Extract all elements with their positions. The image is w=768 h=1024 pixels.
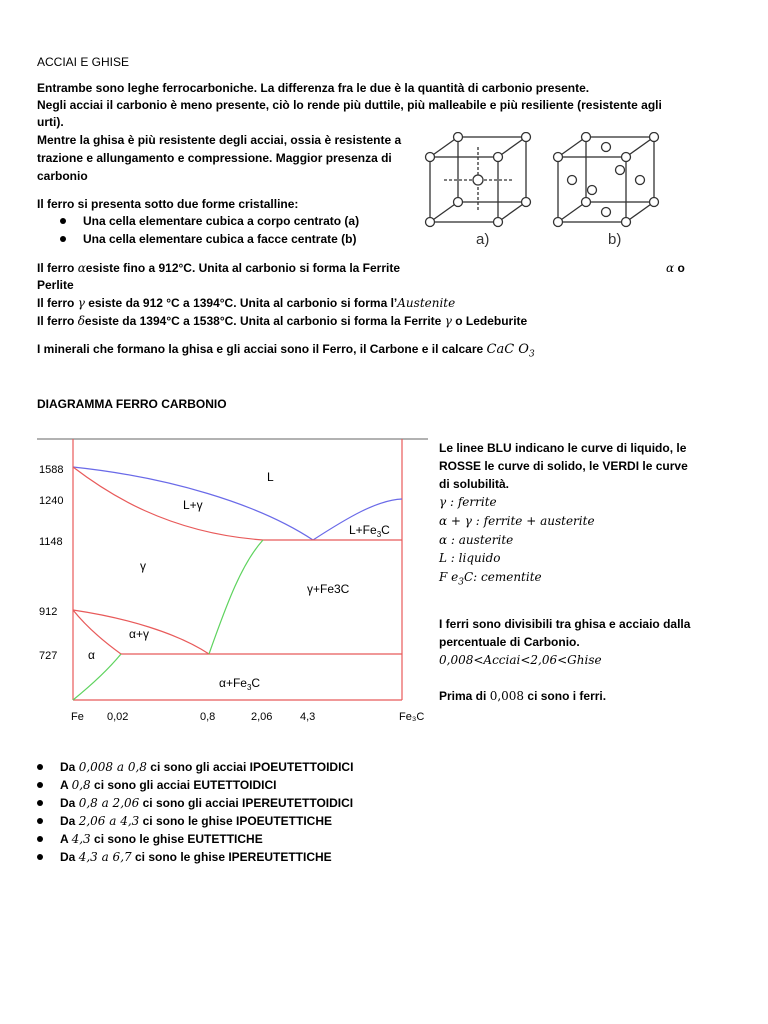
- crystal-form-b: Una cella elementare cubica a facce centrate (b): [83, 232, 357, 246]
- legend-line-1: Le linee BLU indicano le curve di liquido, le: [439, 441, 687, 455]
- gamma-symbol: γ: [444, 314, 452, 328]
- alpha-boundary-line: [73, 610, 121, 654]
- iron-gamma-line: [37, 296, 455, 310]
- region-gamma: γ: [140, 559, 146, 573]
- y-tick-912: 912: [39, 606, 58, 618]
- before-post: ci sono i ferri.: [527, 689, 607, 703]
- cell-a-label: a): [476, 231, 490, 248]
- x-tick-0-8: 0,8: [200, 711, 216, 723]
- bullet: [37, 764, 43, 770]
- bullet: [60, 218, 66, 224]
- caco3-formula: [486, 342, 535, 360]
- intro-line-6: carbonio: [37, 169, 88, 183]
- bullet: [37, 800, 43, 806]
- class-item-2: [60, 778, 277, 792]
- cementite-rest: C: cementite: [463, 570, 542, 584]
- class-math: 0,8 a 2,06: [78, 796, 140, 810]
- intro-line-3: urti).: [37, 115, 64, 129]
- minerals-text: I minerali che formano la ghisa e gli acciai sono il Ferro, il Carbone e il calcare: [37, 342, 484, 356]
- cementite-sub: 3: [458, 577, 464, 588]
- class-item-5: [60, 832, 263, 846]
- iron-gamma-pre: Il ferro: [37, 296, 75, 310]
- fcc-cell: [554, 133, 659, 227]
- x-tick-0-02: 0,02: [107, 711, 129, 723]
- legend-line-2: ROSSE le curve di solido, le VERDI le curve: [439, 459, 688, 473]
- region-l-fe3c-main: L+Fe: [349, 523, 377, 537]
- class-post: ci sono gli acciai EUTETTOIDICI: [94, 778, 277, 792]
- region-alpha-gamma: α+γ: [129, 627, 149, 641]
- before-ferri-line: [439, 689, 606, 703]
- class-math: 0,008 a 0,8: [78, 760, 147, 774]
- cementite-fe: F e: [439, 570, 459, 584]
- bullet: [37, 818, 43, 824]
- alpha-symbol: α: [666, 261, 675, 275]
- ferrite-solubility-curve: [73, 654, 121, 700]
- page-title: ACCIAI E GHISE: [37, 55, 130, 69]
- class-pre: A: [60, 832, 69, 846]
- legend-item-liquido: L : liquido: [439, 551, 501, 565]
- y-tick-727: 727: [39, 650, 58, 662]
- class-post: ci sono le ghise EUTETTICHE: [94, 832, 263, 846]
- region-gamma-fe3c: γ+Fe3C: [307, 582, 350, 596]
- class-pre: Da: [60, 796, 76, 810]
- intro-line-1: Entrambe sono leghe ferrocarboniche. La differenza fra le due è la quantità di carbonio presente.: [37, 81, 590, 95]
- region-alpha-fe3c-sub: 3: [246, 683, 252, 692]
- region-alpha-fe3c-end: C: [251, 676, 261, 690]
- minerals-line: [37, 342, 535, 362]
- x-tick-fe: Fe: [71, 711, 84, 723]
- iron-alpha-text: esiste fino a 912°C. Unita al carbonio si forma la Ferrite: [85, 261, 401, 275]
- class-post: ci sono le ghise IPEREUTETTICHE: [134, 850, 332, 864]
- legend-item-austerite: α : austerite: [439, 533, 514, 547]
- perlite-label: Perlite: [37, 278, 74, 292]
- class-pre: Da: [60, 850, 76, 864]
- gamma-symbol: γ: [77, 296, 85, 310]
- before-value: 0,008: [489, 689, 525, 703]
- class-math: 0,8: [71, 778, 91, 792]
- bullet: [37, 854, 43, 860]
- x-tick-fe3c: Fe₃C: [399, 711, 425, 723]
- iron-delta-pre: Il ferro: [37, 314, 75, 328]
- bullet: [60, 236, 66, 242]
- class-pre: A: [60, 778, 69, 792]
- iron-alpha-right: [666, 261, 685, 275]
- class-math: 4,3: [71, 832, 91, 846]
- class-post: ci sono gli acciai IPEREUTETTOIDICI: [142, 796, 354, 810]
- diagram-heading: DIAGRAMMA FERRO CARBONIO: [37, 397, 227, 411]
- intro-line-4: Mentre la ghisa è più resistente degli acciai, ossia è resistente a: [37, 133, 402, 147]
- region-l-fe3c-sub: 3: [376, 530, 382, 539]
- phase-diagram: [37, 433, 432, 728]
- iron-delta-text: esiste da 1394°C a 1538°C. Unita al carbonio si forma la Ferrite: [84, 314, 442, 328]
- region-alpha-fe3c-main: α+Fe: [219, 676, 247, 690]
- y-tick-1148: 1148: [39, 536, 63, 548]
- division-formula: 0,008<Acciai<2,06<Ghise: [439, 653, 602, 667]
- bcc-cell: [426, 133, 531, 227]
- region-alpha-fe3c: [219, 676, 260, 692]
- intro-line-5: trazione e allungamento e compressione. Maggior presenza di: [37, 151, 392, 165]
- class-math: 2,06 a 4,3: [78, 814, 140, 828]
- iron-delta-end: o Ledeburite: [455, 314, 528, 328]
- region-l-fe3c: [349, 523, 390, 539]
- division-line-1: I ferri sono divisibili tra ghisa e acciaio dalla: [439, 617, 691, 631]
- legend-item-cementite: [439, 570, 542, 589]
- class-item-3: [60, 796, 353, 810]
- class-post: ci sono gli acciai IPOEUTETTOIDICI: [150, 760, 354, 774]
- crystal-intro: Il ferro si presenta sotto due forme cristalline:: [37, 197, 299, 211]
- y-tick-1588: 1588: [39, 464, 64, 476]
- iron-alpha-right-text: o: [677, 261, 685, 275]
- alpha-symbol: α: [77, 261, 86, 275]
- iron-alpha-pre: Il ferro: [37, 261, 75, 275]
- iron-gamma-text: esiste da 912 °C a 1394°C. Unita al carbonio si forma l’: [88, 296, 398, 310]
- bullet: [37, 836, 43, 842]
- solidus-curve: [73, 467, 263, 540]
- caco3-sub: 3: [528, 349, 535, 360]
- iron-alpha-line: [37, 261, 400, 275]
- iron-delta-line: [37, 314, 527, 328]
- austenite-label: Austenite: [397, 296, 456, 310]
- x-tick-4-3: 4,3: [300, 711, 316, 723]
- crystal-form-a: Una cella elementare cubica a corpo centrato (a): [83, 214, 360, 228]
- before-pre: Prima di: [439, 689, 487, 703]
- region-l-fe3c-end: C: [381, 523, 390, 537]
- class-post: ci sono le ghise IPOEUTETTICHE: [142, 814, 332, 828]
- y-tick-1240: 1240: [39, 495, 64, 507]
- region-l-gamma: L+γ: [183, 498, 203, 512]
- intro-line-2: Negli acciai il carbonio è meno presente, ciò lo rende più duttile, più malleabile e più resiliente (resistente agli: [37, 98, 662, 112]
- region-alpha: α: [88, 648, 95, 662]
- bullet: [37, 782, 43, 788]
- caco3-main: CaC O: [486, 342, 529, 357]
- legend-item-ferrite-austerite: α + γ : ferrite + austerite: [439, 514, 595, 528]
- legend-line-3: di solubilità.: [439, 477, 510, 491]
- delta-symbol: δ: [77, 314, 85, 328]
- cell-b-label: b): [608, 231, 622, 248]
- x-tick-2-06: 2,06: [251, 711, 273, 723]
- acm-solubility-curve: [209, 540, 263, 654]
- class-item-6: [60, 850, 332, 864]
- class-item-1: [60, 760, 353, 774]
- division-line-2: percentuale di Carbonio.: [439, 635, 580, 649]
- class-item-4: [60, 814, 332, 828]
- region-l: L: [267, 470, 274, 484]
- class-math: 4,3 a 6,7: [78, 850, 132, 864]
- class-pre: Da: [60, 760, 76, 774]
- crystal-cells-figure: [418, 132, 708, 252]
- legend-item-ferrite: γ : ferrite: [439, 495, 497, 509]
- class-pre: Da: [60, 814, 76, 828]
